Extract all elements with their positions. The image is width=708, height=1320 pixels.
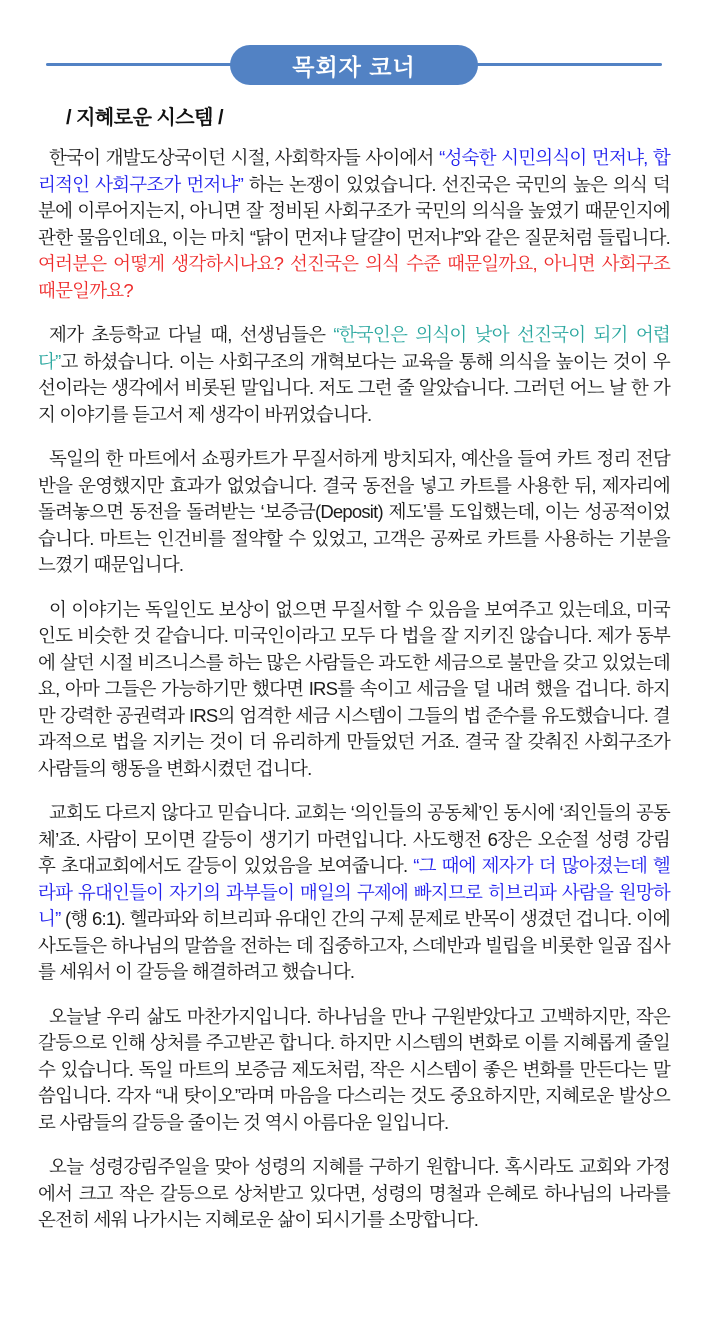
paragraph xyxy=(38,1154,670,1234)
text-segment: 오늘 성령강림주일을 맞아 성령의 지혜를 구하기 원합니다. 혹시라도 교회와 가정에서 크고 작은 갈등으로 상처받고 있다면, 성령의 명철과 은혜로 하나님의 나라를 온전히 세워 나가시는 지혜로운 삶이 되시기를 소망합니다. xyxy=(38,1156,670,1230)
paragraph xyxy=(38,597,670,783)
text-segment: “한국인은 의식이 낮아 선진국이 되기 어렵다” xyxy=(38,324,670,372)
text-segment: 고 하셨습니다. 이는 사회구조의 개혁보다는 교육을 통해 의식을 높이는 것이 우선이라는 생각에서 비롯된 말입니다. 저도 그런 줄 알았습니다. 그러던 어느 날 한 가지 이야기를 듣고서 제 생각이 바뀌었습니다. xyxy=(38,350,670,425)
paragraph xyxy=(38,1004,670,1137)
section-badge xyxy=(230,45,478,85)
text-segment: 교회도 다르지 않다고 믿습니다. 교회는 ‘의인들의 공동체’인 동시에 ‘죄인들의 공동체’죠. 사람이 모이면 갈등이 생기기 마련입니다. 사도행전 6장은 오순절 성령 강림 후 초대교회에서도 갈등이 있었음을 보여줍니다. xyxy=(38,802,670,876)
text-segment: “그 때에 제자가 더 많아졌는데 헬라파 유대인들이 자기의 과부들이 매일의 구제에 빠지므로 히브리파 사람을 원망하니” xyxy=(38,855,670,929)
bulletin-page xyxy=(0,45,708,1320)
text-segment: 여러분은 어떻게 생각하시나요? 선진국은 의식 수준 때문일까요, 아니면 사회구조 때문일까요? xyxy=(38,253,670,301)
text-segment: 오늘날 우리 삶도 마찬가지입니다. 하나님을 만나 구원받았다고 고백하지만, 작은 갈등으로 인해 상처를 주고받곤 합니다. 하지만 시스템의 변화로 이를 지혜롭게 줄일 수 있습니다. 독일 마트의 보증금 제도처럼, 작은 시스템이 좋은 변화를 만든다는 말씀입니다. 각자 “내 탓이오”라며 마음을 다스리는 것도 중요하지만, 지혜로운 발상으로 사람들의 갈등을 줄이는 것 역시 아름다운 일입니다. xyxy=(38,1005,670,1133)
text-segment: 제가 초등학교 다닐 때, 선생님들은 xyxy=(49,324,334,345)
paragraph xyxy=(38,800,670,986)
section-badge-label: 목회자 코너 xyxy=(292,53,416,80)
article-title: / 지혜로운 시스템 / xyxy=(66,107,224,129)
text-segment: 하는 논쟁이 있었습니다. 선진국은 국민의 높은 의식 덕분에 이루어지는지, 아니면 잘 정비된 사회구조가 국민의 의식을 높였기 때문인지에 관한 물음인데요, 이는 마치 “닭이 먼저냐 달걀이 먼저냐”와 같은 질문처럼 들립니다. xyxy=(38,173,670,248)
paragraph xyxy=(38,322,670,428)
text-segment: 독일의 한 마트에서 쇼핑카트가 무질서하게 방치되자, 예산을 들여 카트 정리 전담반을 운영했지만 효과가 없었습니다. 결국 동전을 넣고 카트를 사용한 뒤, 제자리에 돌려놓으면 동전을 돌려받는 ‘보증금(Deposit) 제도’를 도입했는데, 이는 성공적이었습니다. 마트는 인건비를 절약할 수 있었고, 고객은 공짜로 카트를 사용하는 기분을 느꼈기 때문입니다. xyxy=(38,448,670,575)
text-segment: 이 이야기는 독일인도 보상이 없으면 무질서할 수 있음을 보여주고 있는데요, 미국인도 비슷한 것 같습니다. 미국인이라고 모두 다 법을 잘 지키진 않습니다. 제가 동부에 살던 시절 비즈니스를 하는 많은 사람들은 과도한 세금으로 불만을 갖고 있었는데요, 아마 그들은 가능하기만 했다면 IRS를 속이고 세금을 덜 내려 했을 겁니다. 하지만 강력한 공권력과 IRS의 엄격한 세금 시스템이 그들의 법 준수를 유도했습니다. 결과적으로 법을 지키는 것이 더 유리하게 만들었던 거죠. 결국 잘 갖춰진 사회구조가 사람들의 행동을 변화시켰던 겁니다. xyxy=(38,598,670,779)
paragraph xyxy=(38,145,670,304)
section-header xyxy=(38,45,670,85)
paragraph xyxy=(38,446,670,579)
text-segment: (행 6:1). 헬라파와 히브리파 유대인 간의 구제 문제로 반목이 생겼던 겁니다. 이에 사도들은 하나님의 말씀을 전하는 데 집중하고자, 스데반과 빌립을 비롯한 일곱 집사를 세워서 이 갈등을 해결하려고 했습니다. xyxy=(38,908,670,982)
text-segment: 한국이 개발도상국이던 시절, 사회학자들 사이에서 xyxy=(49,147,440,168)
article-body xyxy=(38,145,670,1234)
text-segment: “성숙한 시민의식이 먼저냐, 합리적인 사회구조가 먼저냐” xyxy=(38,147,670,195)
